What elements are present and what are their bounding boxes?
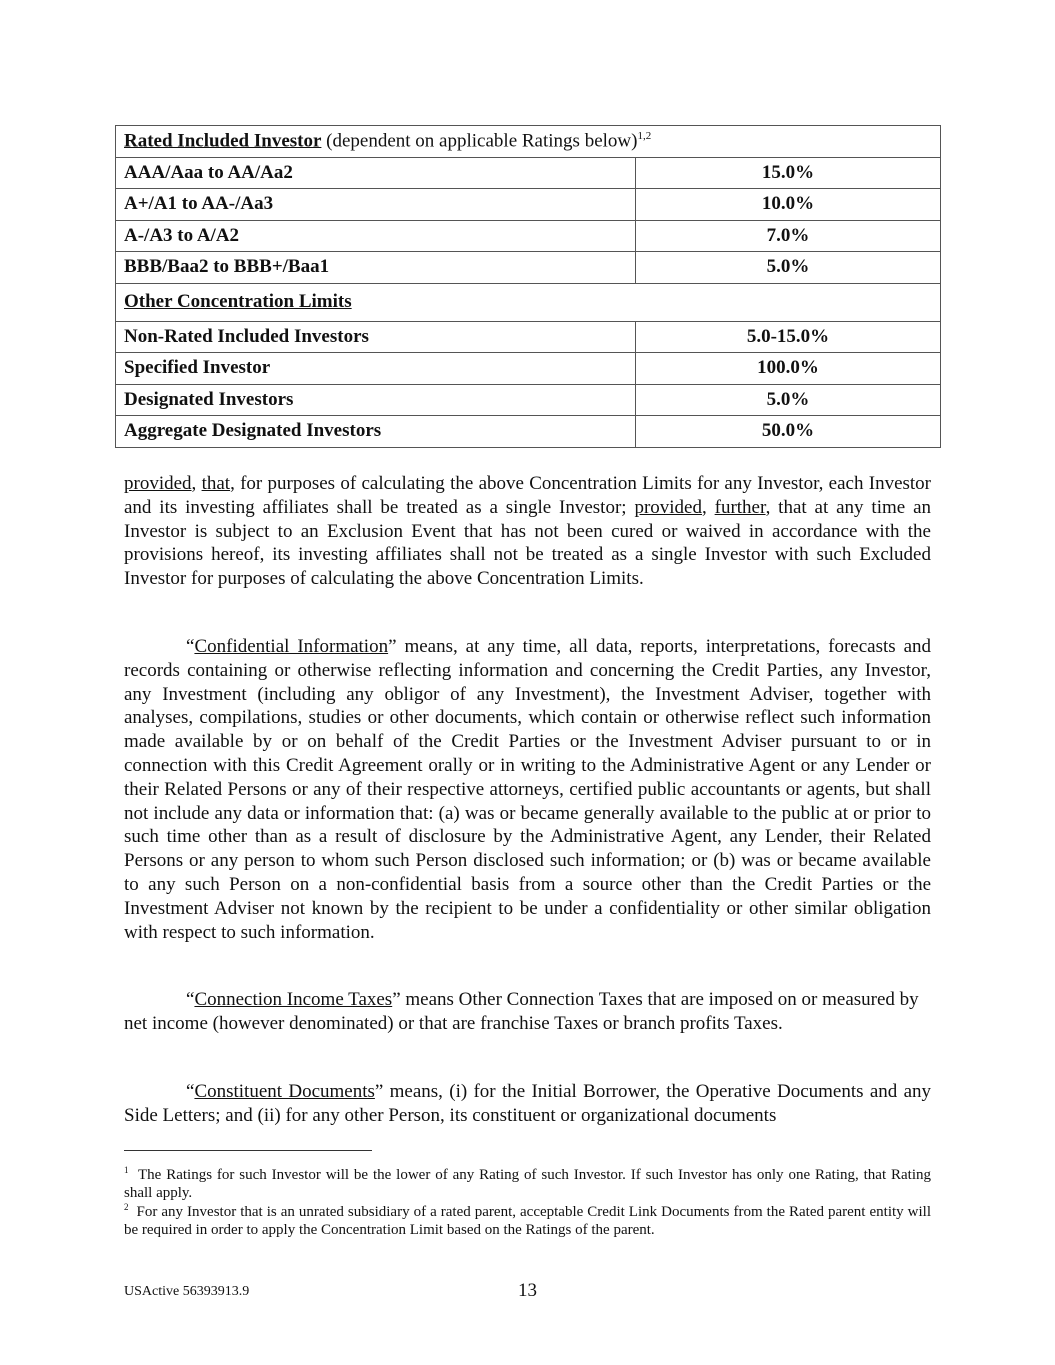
- paragraph-text: ” means, (i) for the Initial Borrower, the Operative Documents and any Side Letters; and (ii) for any other Person, its constituent or organizational documents: [124, 1081, 932, 1126]
- rated-included-investor-header: [116, 126, 941, 158]
- paragraph-text: “: [186, 636, 195, 657]
- footnote-text: For any Investor that is an unrated subsidiary of a rated parent, acceptable Credit Link Documents from the Rated parent entity will be required in order to apply the Concentration Limit based on the Ratings of the parent.: [124, 1204, 932, 1238]
- table-row: [116, 252, 941, 284]
- footnote-number: 1: [124, 1165, 129, 1175]
- footnote-2: [124, 1199, 931, 1239]
- defined-term: Connection Income Taxes: [194, 989, 393, 1010]
- paragraph-text: ” means Other Connection Taxes that are imposed on or measured by net income (however denominated) or that are franchise Taxes or branch profits Taxes.: [124, 989, 919, 1034]
- table-row: [116, 384, 941, 416]
- footnote-number: 2: [124, 1202, 129, 1212]
- header-subtitle: (dependent on applicable Ratings below): [321, 130, 638, 152]
- paragraph-text: ,: [191, 473, 202, 494]
- table-header-row: [116, 126, 941, 158]
- row-label: AAA/Aaa to AA/Aa2: [116, 157, 636, 189]
- section-header-row: [116, 283, 941, 321]
- table-row: [116, 416, 941, 448]
- row-value: 5.0%: [636, 252, 941, 284]
- row-value: 100.0%: [636, 353, 941, 385]
- table-row: [116, 157, 941, 189]
- row-value: 15.0%: [636, 157, 941, 189]
- row-value: 10.0%: [636, 189, 941, 221]
- footnote-1: [124, 1162, 931, 1202]
- footnote-text: The Ratings for such Investor will be the lower of any Rating of such Investor. If such Investor has only one Rating, that Rating shall apply.: [124, 1167, 931, 1201]
- footnote-divider: [124, 1150, 372, 1151]
- paragraph-text: “: [186, 1081, 195, 1102]
- row-label: Designated Investors: [116, 384, 636, 416]
- paragraph-text: , for purposes of calculating the above Concentration Limits for any Investor, each Investor and its investing affiliates shall be treated as a single Investor;: [124, 473, 932, 518]
- defined-term: provided: [124, 473, 192, 494]
- section-title: Other Concentration Limits: [124, 291, 352, 312]
- row-label: A+/A1 to AA-/Aa3: [116, 189, 636, 221]
- connection-income-taxes-definition: [124, 988, 931, 1036]
- defined-term: provided: [634, 496, 702, 518]
- row-label: Specified Investor: [116, 353, 636, 385]
- row-label: A-/A3 to A/A2: [116, 220, 636, 252]
- page-number: 13: [518, 1280, 537, 1301]
- defined-term: further: [714, 496, 766, 518]
- paragraph-text: ,: [702, 496, 715, 518]
- row-value: 7.0%: [636, 220, 941, 252]
- confidential-information-definition: [124, 635, 931, 944]
- header-title: Rated Included Investor: [124, 130, 322, 152]
- paragraph-text: “: [186, 989, 195, 1010]
- provided-paragraph: [124, 472, 931, 591]
- table-row: [116, 321, 941, 353]
- other-limits-header: [116, 283, 941, 321]
- table-row: [116, 353, 941, 385]
- row-value: 50.0%: [636, 416, 941, 448]
- defined-term: that: [201, 473, 231, 494]
- paragraph-text: ” means, at any time, all data, reports, interpretations, forecasts and records containing or otherwise reflecting information and concerning the Credit Parties, any Investor, any Investment (including any obligor of any Investment), the Investment Adviser, together with analyses, compilations, studies or other documents, which contain or otherwise reflect such information made available by or on behalf of the Credit Parties or the Investment Adviser pursuant to or in connection with this Credit Agreement orally or in writing to the Administrative Agent or any Lender or their Related Persons or any of their respective attorneys, certified public accountants or agents, but shall not include any data or information that: (a) was or became generally available to the public at or prior to such time other than as a result of disclosure by the Administrative Agent, any Lender, their Related Persons or any person to whom such Person disclosed such information; or (b) was or became available to any such Person on a non-confidential basis from a source other than the Credit Parties or the Investment Adviser not known by the recipient to be under a confidentiality or other similar obligation with respect to such information.: [124, 636, 931, 943]
- concentration-limits-table: [115, 125, 941, 448]
- defined-term: Constituent Documents: [194, 1081, 375, 1102]
- defined-term: Confidential Information: [194, 636, 389, 657]
- document-id: USActive 56393913.9: [124, 1284, 250, 1299]
- footnote-ref: 1,2: [637, 130, 652, 143]
- row-value: 5.0-15.0%: [636, 321, 941, 353]
- row-label: Aggregate Designated Investors: [116, 416, 636, 448]
- table-row: [116, 189, 941, 221]
- row-label: BBB/Baa2 to BBB+/Baa1: [116, 252, 636, 284]
- row-value: 5.0%: [636, 384, 941, 416]
- row-label: Non-Rated Included Investors: [116, 321, 636, 353]
- table-row: [116, 220, 941, 252]
- paragraph-text: , that at any time an Investor is subject to an Exclusion Event that has not been cured or waived in accordance with the provisions hereof, its investing affiliates shall not be treated as a single Investor with such Excluded Investor for purposes of calculating the above Concentration Limits.: [124, 496, 932, 590]
- constituent-documents-definition: [124, 1080, 931, 1128]
